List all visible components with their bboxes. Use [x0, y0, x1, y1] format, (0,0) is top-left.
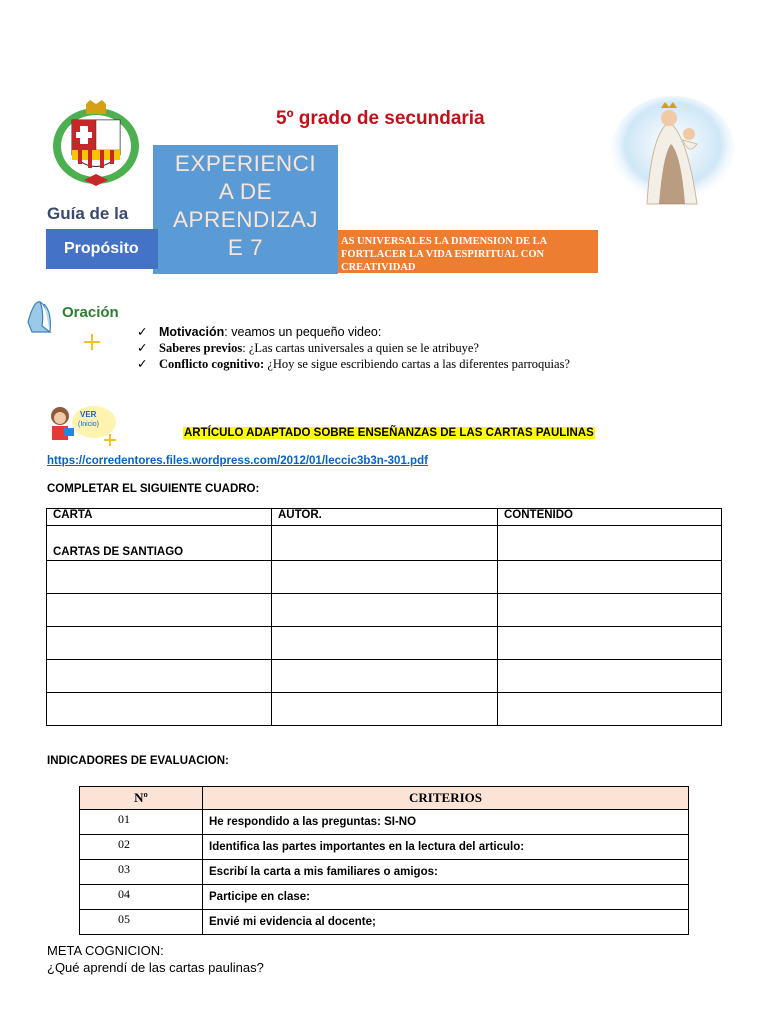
- table-cell[interactable]: [498, 660, 722, 693]
- praying-hands-icon: [20, 292, 120, 352]
- checklist-label: Conflicto cognitivo:: [159, 357, 265, 371]
- table-cell[interactable]: [47, 693, 272, 726]
- table-header-cell: CONTENIDO: [498, 509, 722, 526]
- checklist-label: Saberes previos: [159, 341, 243, 355]
- checkmark-icon: ✓: [137, 357, 148, 371]
- criteria-text: Participe en clase:: [203, 885, 689, 910]
- table-row: [47, 594, 722, 627]
- table-header-cell: CARTA: [47, 509, 272, 526]
- checklist-item: [137, 356, 570, 372]
- table-cell[interactable]: CARTAS DE SANTIAGO: [47, 526, 272, 561]
- school-crest-logo: [50, 100, 142, 188]
- purpose-text-box: [338, 230, 598, 273]
- start-section-icon: [46, 404, 118, 446]
- letters-table: [46, 508, 722, 726]
- criteria-number: 01: [80, 810, 203, 835]
- criteria-number: 02: [80, 835, 203, 860]
- purpose-label-text: Propósito: [64, 240, 139, 257]
- ver-label: VER: [80, 410, 97, 419]
- table-cell[interactable]: [498, 561, 722, 594]
- table-cell[interactable]: [47, 627, 272, 660]
- ver-sub-label: (Inicio): [78, 421, 100, 428]
- grade-title: 5º grado de secundaria: [276, 108, 485, 129]
- table-cell[interactable]: [47, 561, 272, 594]
- table-row: [47, 693, 722, 726]
- criteria-row: [80, 910, 689, 935]
- guide-title: Guía de la: [47, 204, 129, 223]
- criteria-text: Envié mi evidencia al docente;: [203, 910, 689, 935]
- criteria-row: [80, 860, 689, 885]
- table-cell[interactable]: [272, 627, 498, 660]
- prayer-label: Oración: [62, 304, 119, 321]
- purpose-text-line: AS UNIVERSALES LA DIMENSION DE LA: [341, 236, 548, 247]
- criteria-row: [80, 835, 689, 860]
- criteria-number: 04: [80, 885, 203, 910]
- checklist-label: Motivación: [159, 325, 225, 339]
- indicators-title: INDICADORES DE EVALUACION:: [47, 755, 229, 767]
- checkmark-icon: ✓: [137, 325, 148, 339]
- criteria-header-cell: Nº: [80, 787, 203, 810]
- table-cell[interactable]: [498, 627, 722, 660]
- metacognition-title: META COGNICION:: [47, 943, 164, 958]
- table-cell[interactable]: [272, 526, 498, 561]
- table-header-row: [47, 509, 722, 526]
- table-cell[interactable]: [47, 660, 272, 693]
- metacognition-section: [47, 942, 264, 976]
- checklist-text: : ¿Las cartas universales a quien se le atribuye?: [242, 341, 479, 355]
- criteria-text: Identifica las partes importantes en la lectura del articulo:: [203, 835, 689, 860]
- table-cell[interactable]: [272, 561, 498, 594]
- complete-table-title: COMPLETAR EL SIGUIENTE CUADRO:: [47, 483, 260, 495]
- table-row: [47, 627, 722, 660]
- metacognition-question: ¿Qué aprendí de las cartas paulinas?: [47, 960, 264, 975]
- checklist-item: [137, 324, 570, 340]
- table-row: [47, 660, 722, 693]
- criteria-header-row: [80, 787, 689, 810]
- table-row: [47, 526, 722, 561]
- purpose-label: [46, 229, 158, 269]
- purpose-text-line: FORTLACER LA VIDA ESPIRITUAL CON: [341, 249, 545, 260]
- criteria-row: [80, 810, 689, 835]
- experience-title-box: [153, 145, 338, 274]
- virgin-mary-image: [607, 94, 739, 206]
- criteria-table: [79, 786, 689, 935]
- table-cell[interactable]: [498, 526, 722, 561]
- table-cell[interactable]: [498, 693, 722, 726]
- table-cell[interactable]: [47, 594, 272, 627]
- table-cell[interactable]: [272, 660, 498, 693]
- checklist: [137, 324, 570, 372]
- table-row: [47, 561, 722, 594]
- experience-line: E 7: [227, 235, 264, 260]
- criteria-number: 03: [80, 860, 203, 885]
- criteria-header-cell: CRITERIOS: [203, 787, 689, 810]
- table-cell[interactable]: [272, 594, 498, 627]
- checklist-item: [137, 340, 570, 356]
- purpose-text-line: CREATIVIDAD: [341, 262, 416, 273]
- experience-line: A DE: [218, 179, 273, 204]
- prayer-section-icon: [20, 292, 120, 352]
- experience-line: EXPERIENCI: [174, 151, 317, 176]
- checklist-text: ¿Hoy se sigue escribiendo cartas a las diferentes parroquias?: [264, 357, 570, 371]
- criteria-text: He respondido a las preguntas: SI-NO: [203, 810, 689, 835]
- article-title: ARTÍCULO ADAPTADO SOBRE ENSEÑANZAS DE LAS CARTAS PAULINAS: [184, 427, 594, 439]
- article-link[interactable]: https://corredentores.files.wordpress.com/2012/01/leccic3b3n-301.pdf: [47, 455, 428, 467]
- checkmark-icon: ✓: [137, 341, 148, 355]
- checklist-text: : veamos un pequeño video:: [224, 325, 382, 339]
- criteria-row: [80, 885, 689, 910]
- experience-line: APRENDIZAJ: [172, 207, 319, 232]
- table-header-cell: AUTOR.: [272, 509, 498, 526]
- table-cell[interactable]: [272, 693, 498, 726]
- criteria-number: 05: [80, 910, 203, 935]
- criteria-text: Escribí la carta a mis familiares o amigos:: [203, 860, 689, 885]
- table-cell[interactable]: [498, 594, 722, 627]
